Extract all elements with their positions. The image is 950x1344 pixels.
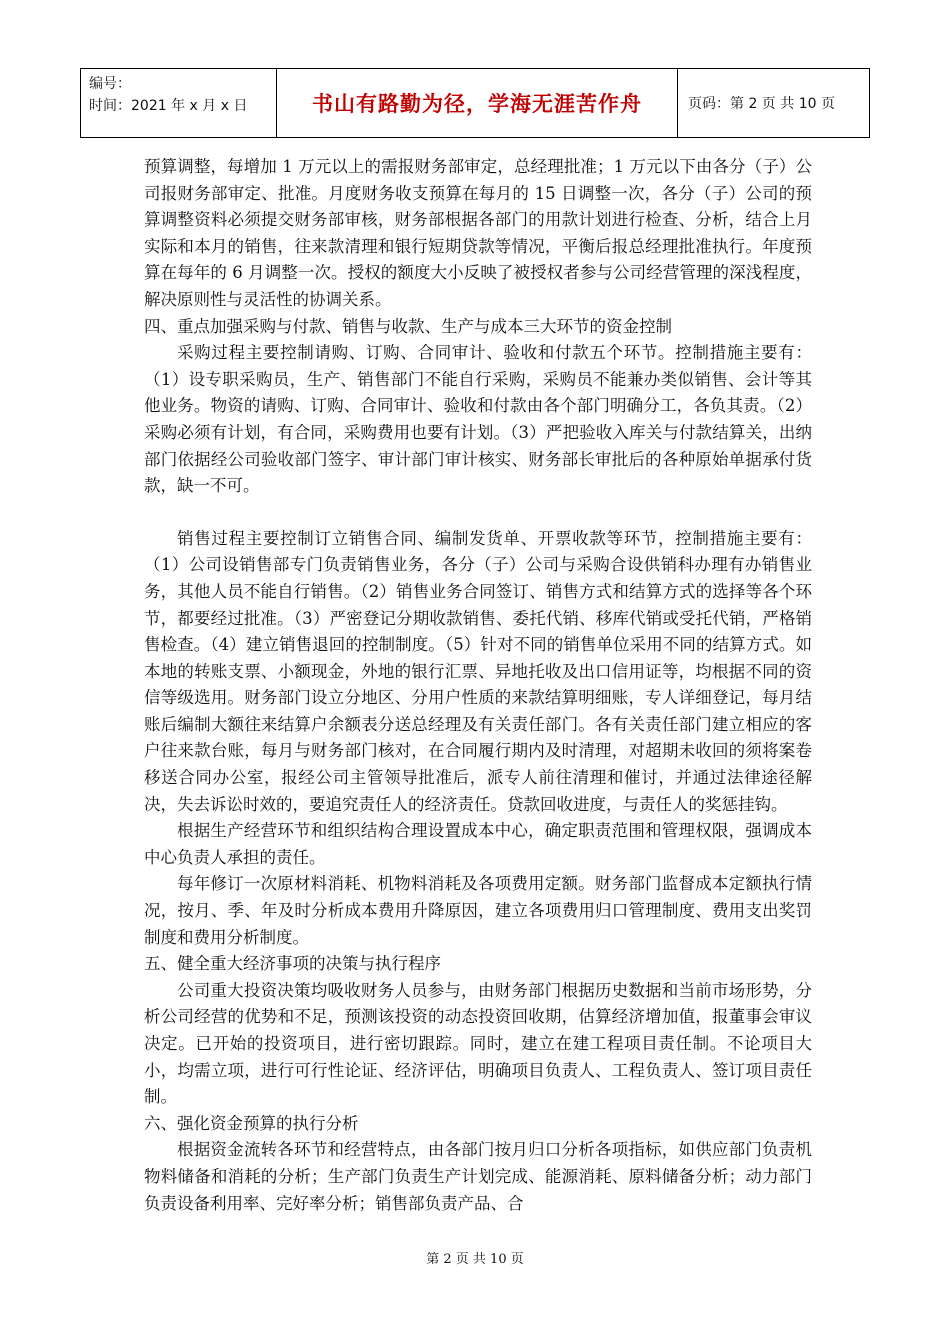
body-paragraph: 销售过程主要控制订立销售合同、编制发货单、开票收款等环节，控制措施主要有：（1）公司设销售部专门负责销售业务，各分（子）公司与采购合设供销科办理有办销售业务，其他人员不能自行销售。（2）销售业务合同签订、销售方式和结算方式的选择等各个环节，都要经过批准。（3）严密登记分期收款销售、委托代销、移库代销或受托代销，严格销售检查。（4）建立销售退回的控制制度。（5）针对不同的销售单位采用不同的结算方式。如本地的转账支票、小额现金，外地的银行汇票、异地托收及出口信用证等，均根据不同的资信等级选用。财务部门设立分地区、分用户性质的来款结算明细账，专人详细登记，每月结账后编制大额往来结算户余额表分送总经理及有关责任部门。各有关责任部门建立相应的客户往来款台账，每月与财务部门核对，在合同履行期内及时清理，对超期未收回的须将案卷移送合同办公室，报经公司主管领导批准后，派专人前往清理和催讨，并通过法律途径解决，失去诉讼时效的，要追究责任人的经济责任。贷款回收进度，与责任人的奖惩挂钩。 — [144, 528, 812, 814]
body-paragraph: 五、健全重大经济事项的决策与执行程序 — [144, 954, 441, 974]
header-meta — [81, 69, 277, 137]
document-number-label: 编号： — [89, 76, 131, 92]
body-paragraph: 每年修订一次原材料消耗、机物料消耗及各项费用定额。财务部门监督成本定额执行情况，按月、季、年及时分析成本费用升降原因，建立各项费用归口管理制度、费用支出奖罚制度和费用分析制度。 — [144, 874, 812, 947]
body-paragraph: 根据资金流转各环节和经营特点，由各部门按月归口分析各项指标，如供应部门负责机物料储备和消耗的分析；生产部门负责生产计划完成、能源消耗、原料储备分析；动力部门负责设备利用率、完好率分析；销售部负责产品、合 — [144, 1140, 812, 1213]
body-paragraph: 四、重点加强采购与付款、销售与收款、生产与成本三大环节的资金控制 — [144, 316, 672, 336]
document-body — [144, 154, 812, 1217]
header-page-label: 页码：第 2 页 共 10 页 — [688, 96, 835, 112]
header-motto: 书山有路勤为径，学海无涯苦作舟 — [277, 69, 678, 137]
document-time-label: 时间：2021 年 x 月 x 日 — [89, 98, 248, 114]
page-footer: 第 2 页 共 10 页 — [426, 1252, 524, 1267]
body-paragraph: 采购过程主要控制请购、订购、合同审计、验收和付款五个环节。控制措施主要有：（1）设专职采购员，生产、销售部门不能自行采购，采购员不能兼办类似销售、会计等其他业务。物资的请购、订购、合同审计、验收和付款由各个部门明确分工，各负其责。（2）采购必须有计划，有合同，采购费用也要有计划。（3）严把验收入库关与付款结算关，出纳部门依据经公司验收部门签字、审计部门审计核实、财务部长审批后的各种原始单据承付货款，缺一不可。 — [144, 343, 812, 496]
body-paragraph: 预算调整，每增加 1 万元以上的需报财务部审定，总经理批准；1 万元以下由各分（子）公司报财务部审定、批准。月度财务收支预算在每月的 15 日调整一次，各分（子）公司的预算调整资料必须提交财务部审核，财务部根据各部门的用款计划进行检查、分析，结合上月实际和本月的销售，往来款清理和银行短期贷款等情况，平衡后报总经理批准执行。年度预算在每年的 6 月调整一次。授权的额度大小反映了被授权者参与公司经营管理的深浅程度，解决原则性与灵活性的协调关系。 — [144, 157, 812, 309]
header-table — [80, 68, 870, 138]
body-paragraph: 六、强化资金预算的执行分析 — [144, 1113, 359, 1133]
body-paragraph: 公司重大投资决策均吸收财务人员参与，由财务部门根据历史数据和当前市场形势，分析公司经营的优势和不足，预测该投资的动态投资回收期，估算经济增加值，报董事会审议决定。已开始的投资项目，进行密切跟踪。同时，建立在建工程项目责任制。不论项目大小，均需立项，进行可行性论证、经济评估，明确项目负责人、工程负责人、签订项目责任制。 — [144, 980, 812, 1107]
body-paragraph: 根据生产经营环节和组织结构合理设置成本中心，确定职责范围和管理权限，强调成本中心负责人承担的责任。 — [144, 821, 812, 867]
